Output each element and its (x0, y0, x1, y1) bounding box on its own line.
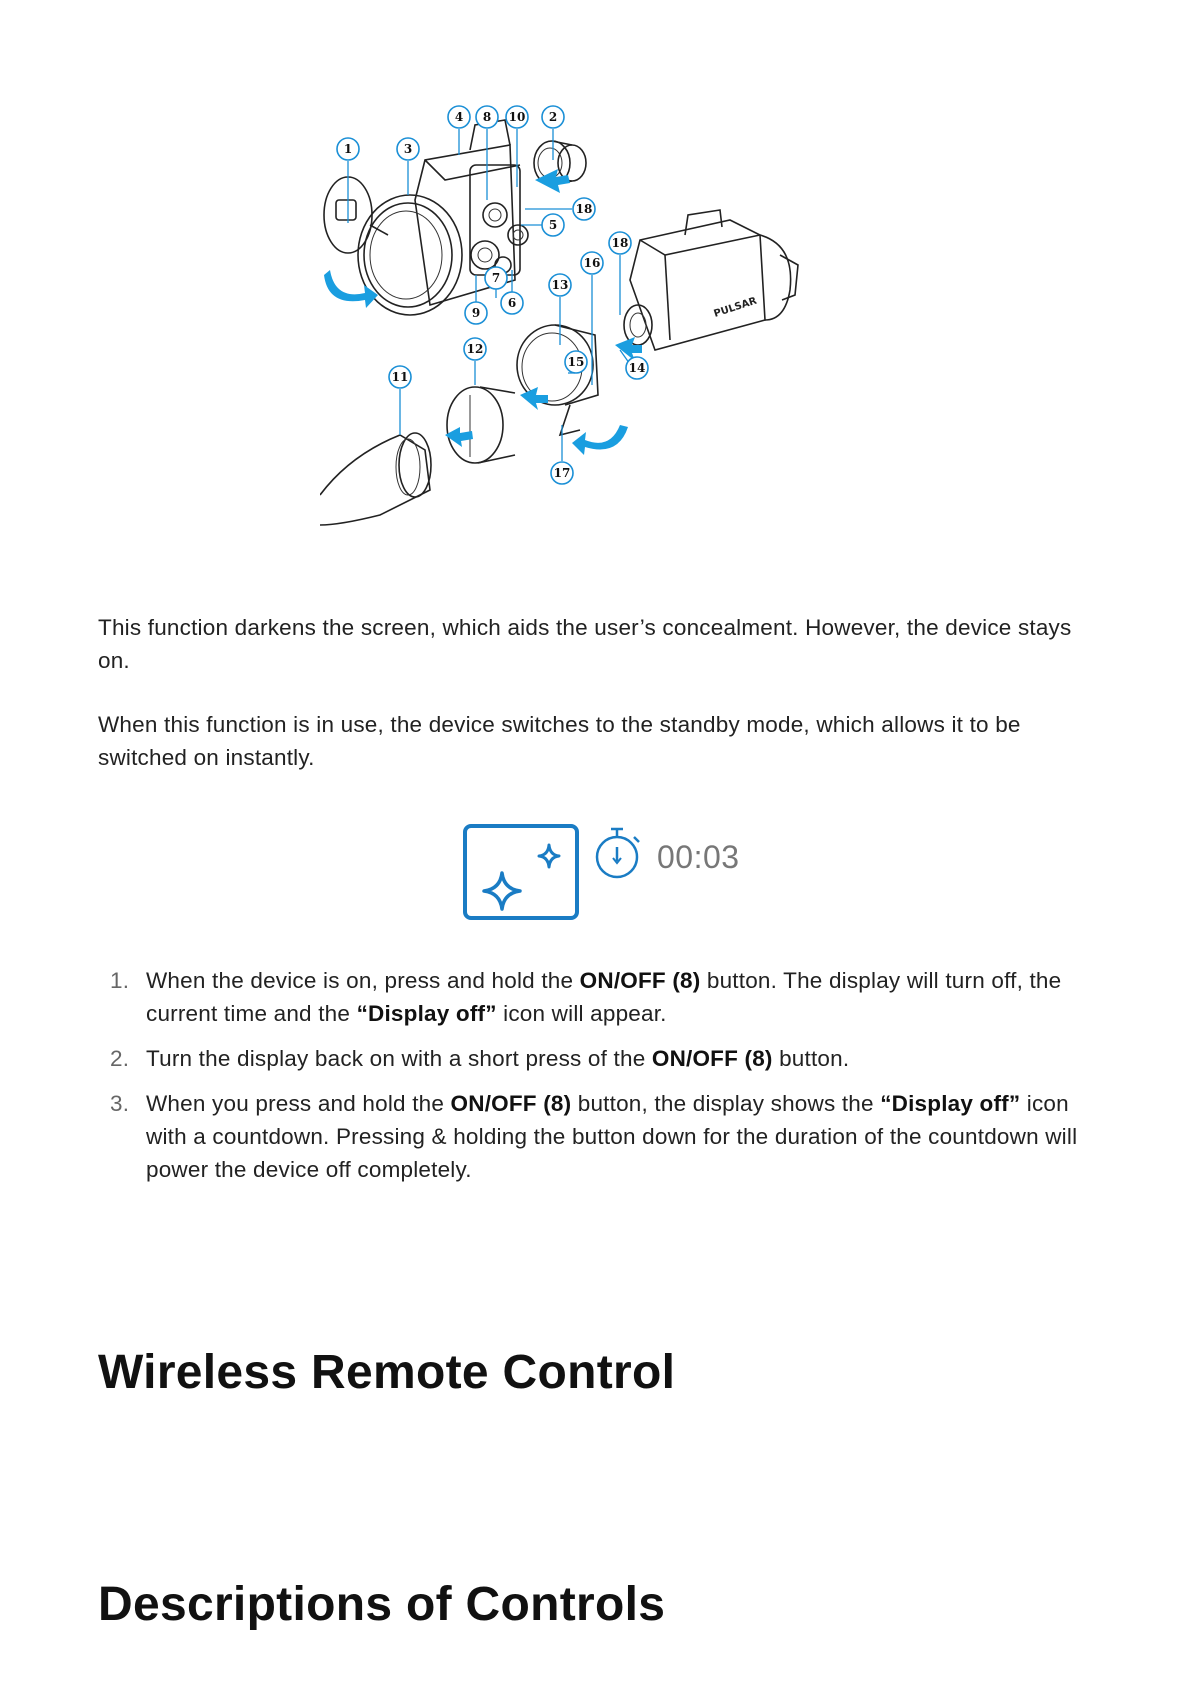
list-number: 2. (110, 1046, 130, 1071)
step-text: icon with a countdown. Pressing & holding the button down for the duration of the countdown will power the device off completely. (146, 1091, 1078, 1182)
callout-16 (581, 252, 603, 274)
callout-10 (506, 106, 528, 128)
step-text: When the device is on, press and hold the (146, 968, 580, 993)
intro-paragraph-1: This function darkens the screen, which aids the user’s concealment. However, the device stays on. (98, 615, 1072, 673)
callout-7 (485, 267, 507, 289)
svg-text:5: 5 (548, 218, 558, 232)
step-bold: “Display off” (356, 1001, 497, 1026)
svg-text:9: 9 (471, 306, 481, 320)
display-off-status (462, 823, 762, 923)
callout-17 (551, 462, 573, 484)
callout-8 (476, 106, 498, 128)
device-exploded-diagram (320, 105, 880, 575)
step-text: icon will appear. (496, 1001, 667, 1026)
step-text: When you press and hold the (146, 1091, 451, 1116)
svg-text:10: 10 (508, 110, 526, 124)
callout-4 (448, 106, 470, 128)
callout-14 (626, 357, 648, 379)
display-off-icon (462, 823, 580, 921)
list-number: 1. (110, 968, 130, 993)
step-text: button. The display will turn off, the current time and the (146, 968, 1062, 1026)
heading-descriptions-of-controls: Descriptions of Controls (98, 1578, 666, 1631)
callout-5 (542, 214, 564, 236)
step-bold: “Display off” (880, 1091, 1021, 1116)
callout-2 (542, 106, 564, 128)
callout-18-left (573, 198, 595, 220)
adapter-ring (517, 325, 598, 435)
svg-text:16: 16 (583, 256, 601, 270)
countdown-text: 00:03 (657, 839, 740, 875)
svg-text:3: 3 (403, 142, 413, 156)
steps-list (98, 964, 1098, 1198)
svg-text:8: 8 (482, 110, 492, 124)
callout-9 (465, 302, 487, 324)
svg-text:2: 2 (548, 110, 558, 124)
svg-text:6: 6 (507, 296, 517, 310)
step-text: button, the display shows the (571, 1091, 881, 1116)
device-body-right (624, 210, 798, 350)
brand-logo-text: PULSAR (712, 295, 759, 320)
shim (447, 387, 515, 463)
callout-13 (549, 274, 571, 296)
callout-15 (565, 351, 587, 373)
svg-text:1: 1 (343, 142, 353, 156)
svg-text:7: 7 (491, 271, 501, 285)
svg-text:4: 4 (454, 110, 464, 124)
svg-text:14: 14 (628, 361, 646, 375)
callout-18-right (609, 232, 631, 254)
step-bold: ON/OFF (8) (450, 1091, 572, 1116)
svg-text:17: 17 (553, 466, 571, 480)
stopwatch-icon (594, 823, 644, 883)
list-item (98, 964, 1098, 1030)
heading-wireless-remote-control: Wireless Remote Control (98, 1346, 676, 1399)
step-bold: ON/OFF (8) (579, 968, 701, 993)
step-text: button. (772, 1046, 850, 1071)
svg-text:13: 13 (551, 278, 569, 292)
callout-6 (501, 292, 523, 314)
list-item (98, 1087, 1098, 1186)
svg-text:18: 18 (611, 236, 629, 250)
svg-text:15: 15 (567, 355, 585, 369)
callout-3 (397, 138, 419, 160)
intro-paragraph-2: When this function is in use, the device switches to the standby mode, which allows it to be switched on instantly. (98, 712, 1021, 770)
riflescope (320, 433, 431, 525)
svg-text:18: 18 (575, 202, 593, 216)
callout-11 (389, 366, 411, 388)
list-number: 3. (110, 1091, 130, 1116)
step-text: Turn the display back on with a short press of the (146, 1046, 652, 1071)
callout-1 (337, 138, 359, 160)
svg-text:12: 12 (466, 342, 484, 356)
svg-text:11: 11 (391, 370, 409, 384)
list-item (98, 1042, 1098, 1075)
callout-12 (464, 338, 486, 360)
step-bold: ON/OFF (8) (651, 1046, 773, 1071)
